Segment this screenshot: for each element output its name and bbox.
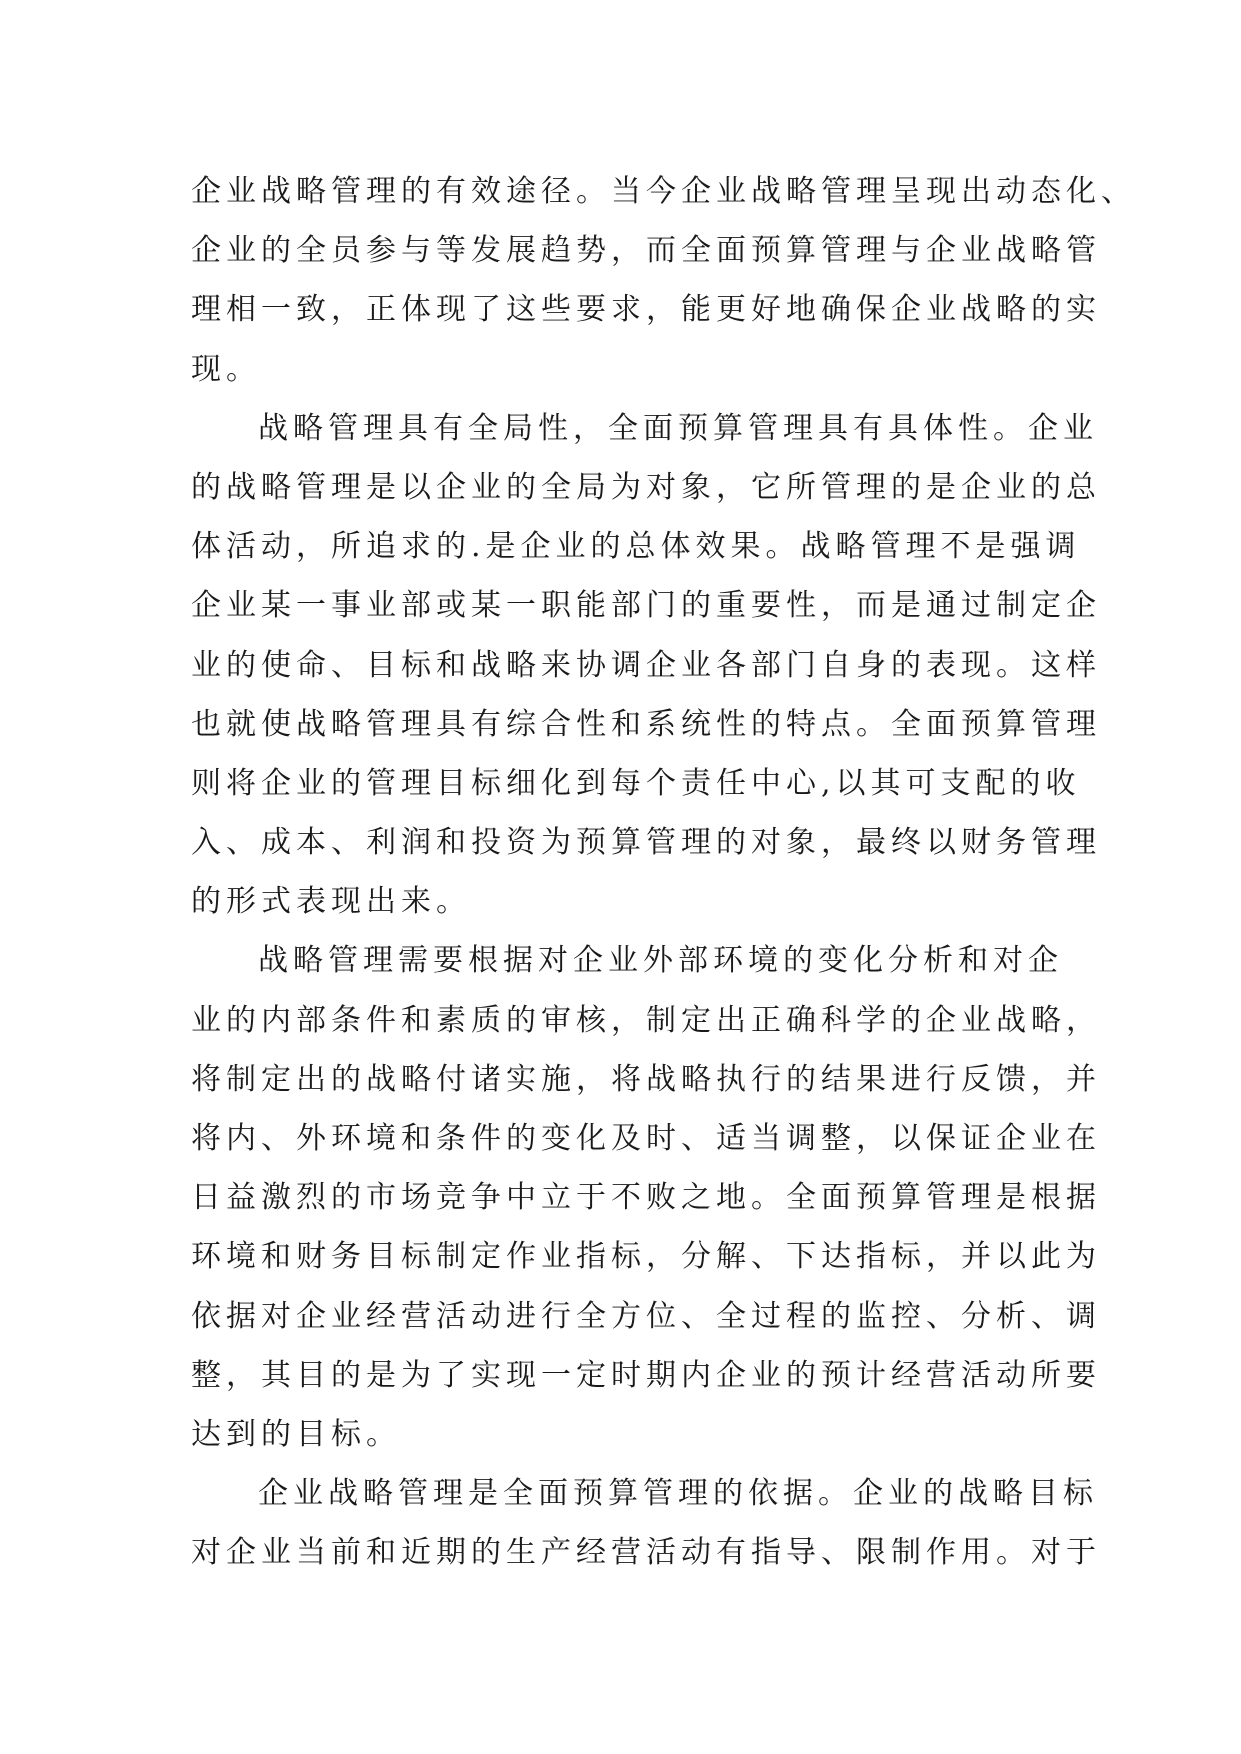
text-line: 企业战略管理是全面预算管理的依据。企业的战略目标 (258, 1476, 1098, 1512)
text-line: 业的使命、目标和战略来协调企业各部门自身的表现。这样 (191, 647, 1101, 683)
text-line: 企业某一事业部或某一职能部门的重要性，而是通过制定企 (191, 588, 1101, 624)
text-line: 业的内部条件和素质的审核，制定出正确科学的企业战略， (191, 1002, 1101, 1038)
text-line: 企业的全员参与等发展趋势，而全面预算管理与企业战略管 (191, 233, 1101, 269)
text-line: 企业战略管理的有效途径。当今企业战略管理呈现出动态化、 (191, 174, 1136, 209)
text-line: 则将企业的管理目标细化到每个责任中心,以其可支配的收 (191, 765, 1081, 801)
paragraph-3 (191, 931, 1101, 1464)
text-line: 达到的目标。 (191, 1416, 401, 1452)
paragraph-4 (191, 1464, 1101, 1582)
text-line: 依据对企业经营活动进行全方位、全过程的监控、分析、调 (191, 1298, 1101, 1334)
text-line: 现。 (191, 351, 261, 387)
text-line: 体活动，所追求的.是企业的总体效果。战略管理不是强调 (191, 529, 1081, 565)
text-line: 将制定出的战略付诸实施，将战略执行的结果进行反馈，并 (191, 1061, 1101, 1097)
text-line: 对企业当前和近期的生产经营活动有指导、限制作用。对于 (191, 1535, 1101, 1571)
text-line: 战略管理需要根据对企业外部环境的变化分析和对企 (258, 943, 1063, 979)
text-line: 战略管理具有全局性，全面预算管理具有具体性。企业 (258, 410, 1098, 446)
text-line: 将内、外环境和条件的变化及时、适当调整，以保证企业在 (191, 1121, 1101, 1156)
text-line: 日益激烈的市场竞争中立于不败之地。全面预算管理是根据 (191, 1180, 1101, 1216)
text-line: 也就使战略管理具有综合性和系统性的特点。全面预算管理 (191, 706, 1101, 742)
text-line: 环境和财务目标制定作业指标，分解、下达指标，并以此为 (191, 1239, 1101, 1275)
paragraph-2 (191, 399, 1101, 932)
paragraph-1 (191, 162, 1136, 399)
text-line: 入、成本、利润和投资为预算管理的对象，最终以财务管理 (191, 825, 1101, 861)
text-line: 理相一致，正体现了这些要求，能更好地确保企业战略的实 (191, 292, 1101, 328)
document-body (191, 162, 1136, 1583)
text-line: 的形式表现出来。 (191, 884, 471, 920)
text-line: 整，其目的是为了实现一定时期内企业的预计经营活动所要 (191, 1357, 1101, 1393)
text-line: 的战略管理是以企业的全局为对象，它所管理的是企业的总 (191, 469, 1101, 505)
